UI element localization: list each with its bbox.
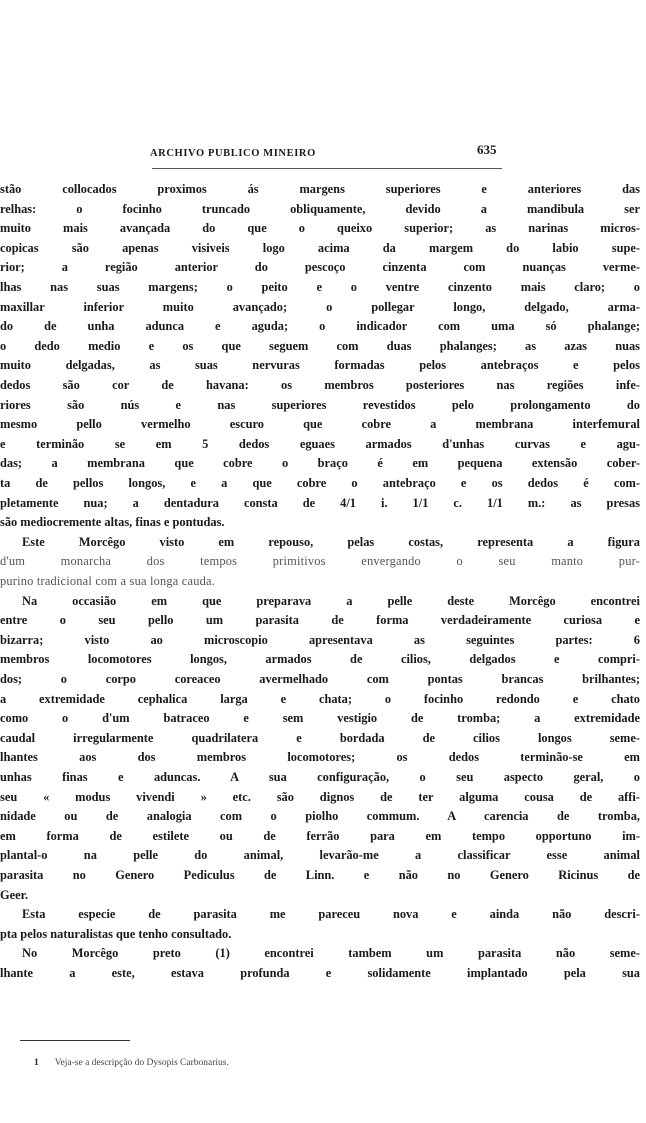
text-line: muito delgadas, as suas nervuras formadas pelos antebraços e pelos xyxy=(0,358,640,373)
text-line: relhas: o focinho truncado obliquamente, devido a mandibula ser xyxy=(0,201,640,216)
footnote-mark: 1 xyxy=(34,1058,39,1068)
page-number: 635 xyxy=(477,142,497,157)
running-header xyxy=(0,140,646,164)
text-line: dos; o corpo coreaceo avermelhado com pontas brancas brilhantes; xyxy=(0,672,640,686)
text-line: dedos são cor de havana: os membros posteriores nas regiões infe- xyxy=(0,378,640,392)
text-line: a extremidade cephalica larga e chata; o focinho redondo e chato xyxy=(0,691,640,706)
text-line: e terminão se em 5 dedos eguaes armados d'unhas curvas e agu- xyxy=(0,436,640,451)
text-line: bizarra; visto ao microscopio apresentava as seguintes partes: 6 xyxy=(0,632,640,647)
text-line: ta de pellos longos, e a que cobre o antebraço e os dedos é com- xyxy=(0,476,640,490)
text-line: são mediocremente altas, finas e pontudas. xyxy=(0,515,225,530)
text-line: como o d'um batraceo e sem vestigio de tromba; a extremidade xyxy=(0,711,640,726)
header-rule xyxy=(152,168,502,169)
text-line: o dedo medio e os que seguem com duas phalanges; as azas nuas xyxy=(0,338,640,353)
footnote-text: Veja-se a descripção do Dysopis Carbonarius. xyxy=(54,1058,229,1068)
text-line: riores são nús e nas superiores revestidos pelo prolongamento do xyxy=(0,397,640,412)
text-line: lhas nas suas margens; o peito e o ventre cinzento mais claro; o xyxy=(0,280,640,294)
text-line: pletamente nua; a dentadura consta de 4/1 i. 1/1 c. 1/1 m.: as presas xyxy=(0,495,640,510)
text-line: rior; a região anterior do pescoço cinzenta com nuanças verme- xyxy=(0,260,640,275)
text-line: nidade ou de analogia com o piolho commum. A carencia de tromba, xyxy=(0,809,640,824)
text-line: copicas são apenas visiveis logo acima da margem do labio supe- xyxy=(0,240,640,255)
text-line: muito mais avançada do que o queixo superior; as narinas micros- xyxy=(0,221,640,236)
text-line: em forma de estilete ou de ferrão para em tempo opportuno im- xyxy=(0,828,640,843)
text-line: stão collocados proximos ás margens superiores e anteriores das xyxy=(0,182,640,196)
footnote xyxy=(34,1058,229,1068)
text-line: plantal-o na pelle do animal, levarão-me a classificar esse animal xyxy=(0,848,640,863)
text-line: parasita no Genero Pediculus de Linn. e não no Genero Ricinus de xyxy=(0,868,640,882)
text-line: seu « modus vivendi » etc. são dignos de ter alguma cousa de affi- xyxy=(0,789,640,804)
text-line: pta pelos naturalistas que tenho consultado. xyxy=(0,926,232,941)
text-line: purino tradicional com a sua longa cauda. xyxy=(0,574,215,588)
text-line: d'um monarcha dos tempos primitivos envergando o seu manto pur- xyxy=(0,554,640,569)
footnote-rule xyxy=(20,1040,130,1041)
text-line: do de unha adunca e aguda; o indicador com uma só phalange; xyxy=(0,319,640,334)
journal-title: ARCHIVO PUBLICO MINEIRO xyxy=(150,148,316,159)
text-line: lhantes aos dos membros locomotores; os dedos terminão-se em xyxy=(0,750,640,765)
text-line: maxillar inferior muito avançado; o pollegar longo, delgado, arma- xyxy=(0,299,640,314)
text-line: No Morcêgo preto (1) encontrei tambem um parasita não seme- xyxy=(22,946,640,961)
text-line: lhante a este, estava profunda e solidamente implantado pela sua xyxy=(0,966,640,980)
text-line: mesmo pello vermelho escuro que cobre a membrana interfemural xyxy=(0,417,640,432)
text-line: caudal irregularmente quadrilatera e bordada de cilios longos seme- xyxy=(0,730,640,745)
text-line: entre o seu pello um parasita de forma verdadeiramente curiosa e xyxy=(0,613,640,628)
text-line: Na occasião em que preparava a pelle deste Morcêgo encontrei xyxy=(22,593,640,608)
text-line: membros locomotores longos, armados de cilios, delgados e compri- xyxy=(0,652,640,667)
text-line: Geer. xyxy=(0,887,29,902)
text-line: unhas finas e aduncas. A sua configuração, o seu aspecto geral, o xyxy=(0,770,640,784)
text-line: Esta especie de parasita me pareceu nova e ainda não descri- xyxy=(22,907,640,922)
text-line: Este Morcêgo visto em repouso, pelas costas, representa a figura xyxy=(22,534,640,549)
text-line: das; a membrana que cobre o braço é em pequena extensão cober- xyxy=(0,456,640,471)
